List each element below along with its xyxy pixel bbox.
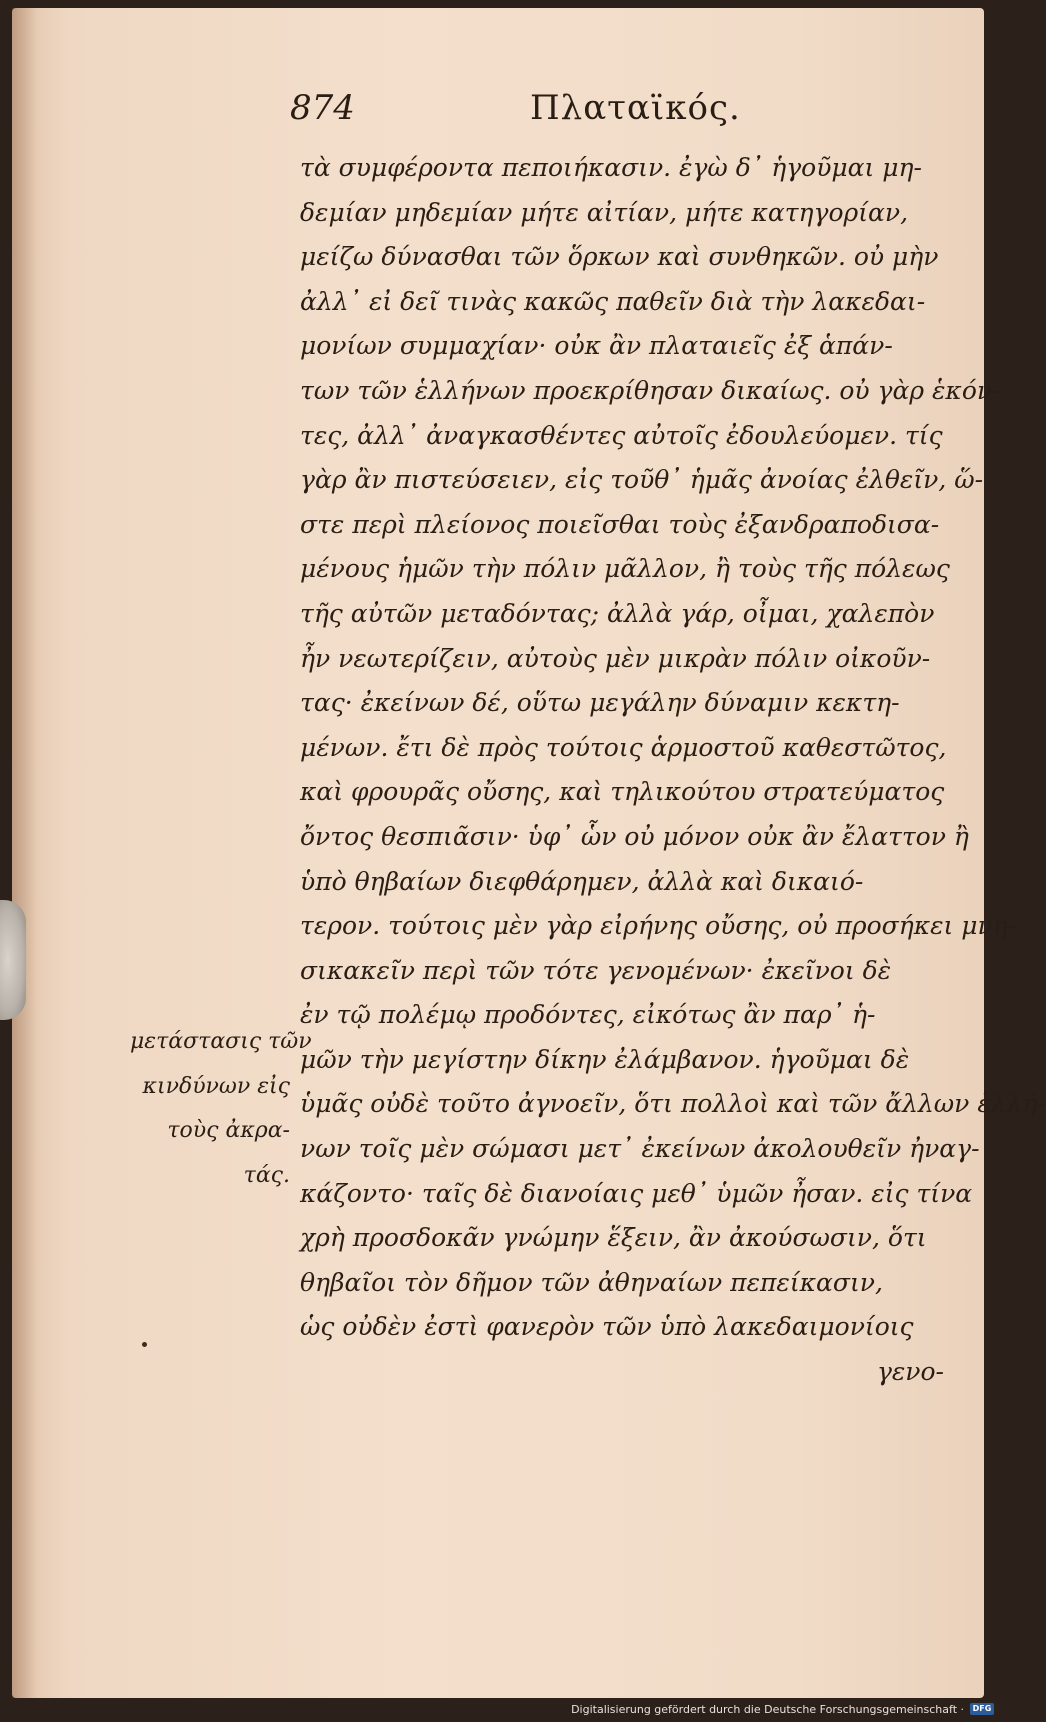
text-line: χρὴ προσδοκᾶν γνώμην ἕξειν, ἂν ἀκούσωσιν, ὅτι — [300, 1223, 927, 1253]
text-line: δεμίαν μηδεμίαν μήτε αἰτίαν, μήτε κατηγορίαν, — [300, 197, 909, 227]
text-line: ὑμᾶς οὐδὲ τοῦτο ἀγνοεῖν, ὅτι πολλοὶ καὶ τῶν ἄλλων ἑλλή- — [300, 1089, 1046, 1119]
text-line: των τῶν ἑλλήνων προεκρίθησαν δικαίως. οὐ γὰρ ἑκόν- — [300, 375, 1001, 405]
text-line: κάζοντο· ταῖς δὲ διανοίαις μεθ᾽ ὑμῶν ἦσαν. εἰς τίνα — [300, 1178, 973, 1208]
marginal-note-line: κινδύνων εἰς — [142, 1073, 290, 1099]
credit-text: Digitalisierung gefördert durch die Deutsche Forschungsgemeinschaft · — [571, 1702, 964, 1716]
text-line: μείζω δύνασθαι τῶν ὅρκων καὶ συνθηκῶν. οὐ μὴν — [300, 242, 939, 272]
text-line: ὄντος θεσπιᾶσιν· ὑφ᾽ ὧν οὐ μόνον οὐκ ἂν ἔλαττον ἢ — [300, 821, 969, 851]
marginal-note-line: τοὺς ἀκρα- — [167, 1118, 290, 1144]
dfg-logo-icon: DFG — [970, 1703, 994, 1715]
text-line: τὰ συμφέροντα πεποιήκασιν. ἐγὼ δ᾽ ἡγοῦμαι μη- — [300, 153, 922, 182]
text-line: μονίων συμμαχίαν· οὐκ ἂν πλαταιεῖς ἐξ ἁπάν- — [300, 331, 893, 361]
text-line: μένους ἡμῶν τὴν πόλιν μᾶλλον, ἢ τοὺς τῆς πόλεως — [300, 554, 950, 584]
text-line: ἐν τῷ πολέμῳ προδόντες, εἰκότως ἂν παρ᾽ ἡ- — [300, 1000, 876, 1030]
text-line: τῆς αὐτῶν μεταδόντας; ἀλλὰ γάρ, οἶμαι, χαλεπὸν — [300, 598, 935, 628]
marginal-note-line: τάς. — [243, 1162, 290, 1188]
marginal-note-line: μετάστασις τῶν — [130, 1029, 312, 1054]
text-line: ἀλλ᾽ εἰ δεῖ τινὰς κακῶς παθεῖν διὰ τὴν λακεδαι- — [300, 286, 926, 316]
ink-dot — [142, 1342, 147, 1347]
text-line: θηβαῖοι τὸν δῆμον τῶν ἀθηναίων πεπείκασιν, — [300, 1267, 883, 1297]
page-number: 874 — [290, 88, 355, 128]
page-header — [290, 88, 950, 138]
text-line: καὶ φρουρᾶς οὔσης, καὶ τηλικούτου στρατεύματος — [300, 777, 945, 807]
text-line: γὰρ ἂν πιστεύσειεν, εἰς τοῦθ᾽ ἡμᾶς ἀνοίας ἐλθεῖν, ὥ- — [300, 465, 984, 495]
text-line: νων τοῖς μὲν σώμασι μετ᾽ ἐκείνων ἀκολουθεῖν ἠναγ- — [300, 1134, 980, 1164]
text-line: μῶν τὴν μεγίστην δίκην ἐλάμβανον. ἡγοῦμαι δὲ — [300, 1044, 910, 1074]
running-title: Πλαταϊκός. — [530, 88, 741, 128]
gutter-shadow — [12, 8, 38, 1698]
main-text-block — [300, 146, 1046, 1395]
text-line: μένων. ἔτι δὲ πρὸς τούτοις ἁρμοστοῦ καθεστῶτος, — [300, 732, 947, 762]
book-clasp — [0, 900, 26, 1020]
catchword: γενο- — [876, 1357, 944, 1387]
text-line: στε περὶ πλείονος ποιεῖσθαι τοὺς ἐξανδραποδισα- — [300, 509, 940, 539]
text-line: τες, ἀλλ᾽ ἀναγκασθέντες αὐτοῖς ἐδουλεύομεν. τίς — [300, 420, 943, 450]
text-line: ὡς οὐδὲν ἐστὶ φανερὸν τῶν ὑπὸ λακεδαιμονίοις — [300, 1312, 914, 1342]
text-line: σικακεῖν περὶ τῶν τότε γενομένων· ἐκεῖνοι δὲ — [300, 955, 892, 985]
text-line: τερον. τούτοις μὲν γὰρ εἰρήνης οὔσης, οὐ προσήκει μνη- — [300, 911, 1017, 941]
text-line: τας· ἐκείνων δέ, οὕτω μεγάλην δύναμιν κεκτη- — [300, 688, 900, 718]
digitization-credit — [571, 1700, 994, 1718]
text-line: ὑπὸ θηβαίων διεφθάρημεν, ἀλλὰ καὶ δικαιό- — [300, 866, 864, 896]
marginal-note — [130, 1020, 312, 1198]
text-line: ἦν νεωτερίζειν, αὐτοὺς μὲν μικρὰν πόλιν οἰκοῦν- — [300, 643, 931, 673]
